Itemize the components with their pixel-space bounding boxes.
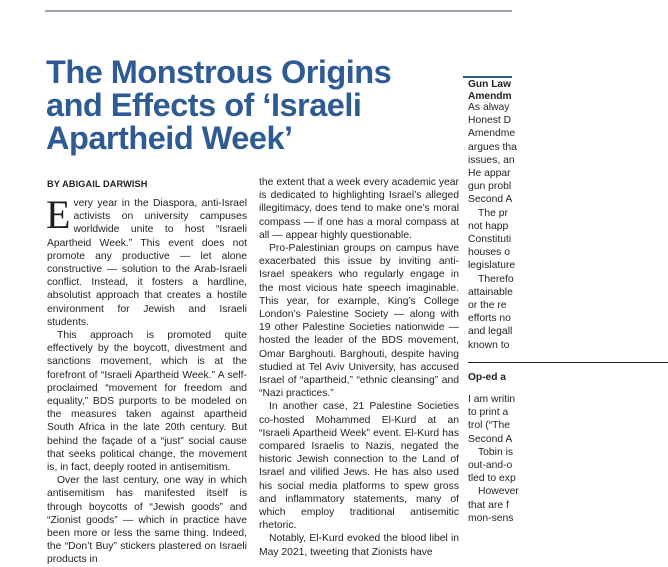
sidebar-line: Second A bbox=[468, 433, 513, 445]
sidebar-line: argues tha bbox=[468, 141, 517, 153]
paragraph: In another case, 21 Palestine Societies co-hosted Mohammed El-Kurd at an “Israeli Apartheid Week” event. El-Kurd has compared Israelis to Nazis, negated the historic Jewish connection to the Land of Israel and vilified Jews. He has also used his social media platforms to spew gross and inflammatory statements, many of which employ traditional antisemitic rhetoric. bbox=[259, 401, 459, 532]
sidebar-line: known to bbox=[468, 339, 510, 351]
paragraph: Over the last century, one way in which antisemitism has manifested itself is through boycotts of “Jewish goods” and “Zionist goods” — which in practice have been more or less the same thing. Indeed, the “Don’t Buy” stickers plastered on Israeli products in bbox=[47, 475, 247, 566]
sidebar-line: out-and-o bbox=[468, 460, 513, 472]
sidebar-line: not happ bbox=[468, 220, 509, 232]
paragraph: the extent that a week every academic year is dedicated to highlighting Israel’s alleged illegitimacy, does tend to make one’s moral compass — if one has a moral compass at all — appear highly questionable. bbox=[259, 177, 459, 241]
sidebar-line: trol (“The bbox=[468, 420, 510, 432]
sidebar-line: or the re bbox=[468, 300, 507, 312]
sidebar-line: He appar bbox=[468, 168, 511, 180]
sidebar-line: mon-sens bbox=[468, 512, 514, 524]
paragraph: Pro-Palestinian groups on campus have exacerbated this issue by inviting anti-Israel speakers who regularly engage in the most vicious hate speech imaginable. This year, for example, King’s College London’s Palestine Society — along with 19 other Palestine Societies nationwide — hosted the leader of the BDS movement, Omar Barghouti. Barghouti, despite having studied at Tel Aviv University, has accused Israel of “apartheid,” “ethnic cleansing” and “Nazi practices.” bbox=[259, 243, 459, 400]
sidebar-line: Therefo bbox=[478, 273, 514, 285]
sidebar-line: that are f bbox=[468, 499, 509, 511]
sidebar-heading-1 bbox=[468, 79, 668, 102]
article-byline: BY ABIGAIL DARWISH bbox=[47, 179, 148, 189]
heading-line: Gun Law bbox=[468, 79, 512, 90]
article-column-2 bbox=[259, 176, 459, 559]
sidebar-line: issues, an bbox=[468, 154, 515, 166]
sidebar-heading-2: Op-ed a bbox=[468, 372, 506, 383]
sidebar-line: Second A bbox=[468, 194, 513, 206]
sidebar-line: The pr bbox=[478, 207, 508, 219]
sidebar-line: to print a bbox=[468, 407, 509, 419]
sidebar-line: attainable bbox=[468, 286, 513, 298]
sidebar-line: houses o bbox=[468, 247, 510, 259]
sidebar-line: gun probl bbox=[468, 181, 512, 193]
sidebar-line: efforts no bbox=[468, 313, 511, 325]
sidebar-letter-2 bbox=[468, 393, 668, 525]
paragraph bbox=[46, 192, 247, 329]
sidebar-line: Tobin is bbox=[478, 446, 514, 458]
sidebar-line: Constituti bbox=[468, 234, 512, 246]
sidebar-line: legislature bbox=[468, 260, 516, 272]
sidebar-line: Honest D bbox=[468, 115, 512, 127]
letters-sidebar bbox=[468, 0, 519, 524]
article-headline: The Monstrous Origins and Effects of ‘Israeli Apartheid Week’ bbox=[46, 54, 392, 156]
sidebar-line: However bbox=[478, 486, 519, 498]
paragraph: This approach is promoted quite effectively by the boycott, divestment and sanctions movement, which is at the forefront of “Israeli Apartheid Week.” A self-proclaimed “movement for freedom and equality,” BDS purports to be modeled on the measures taken against apartheid South Africa in the late 20th century. But behind the façade of a “just” social cause that seeks political change, the movement is, in fact, deeply rooted in antisemitism. bbox=[47, 330, 247, 474]
top-rule bbox=[45, 10, 512, 12]
sidebar-line: and legall bbox=[468, 326, 513, 338]
sidebar-letter-1 bbox=[468, 101, 668, 352]
sidebar-divider bbox=[468, 362, 668, 363]
sidebar-line: As alway bbox=[468, 102, 510, 113]
sidebar-line: tled to exp bbox=[468, 473, 516, 485]
drop-cap: E bbox=[46, 192, 71, 237]
paragraph-text: very year in the Diaspora, anti-Israel activists on university campuses worldwide unite to host “Israeli Apartheid Week.” This event does not promote any productive — let alone constructive — solution to the Arab-Israeli conflict. Instead, it fosters a hardline, absolutist approach that creates a hostile environment for Jewish and Israeli students. bbox=[47, 198, 247, 328]
article-column-1 bbox=[46, 192, 247, 567]
sidebar-line: I am writin bbox=[468, 394, 516, 405]
sidebar-line: Amendme bbox=[468, 128, 516, 140]
heading-line: Amendm bbox=[468, 90, 512, 102]
paragraph: Notably, El-Kurd evoked the blood libel in May 2021, tweeting that Zionists have bbox=[259, 533, 459, 558]
